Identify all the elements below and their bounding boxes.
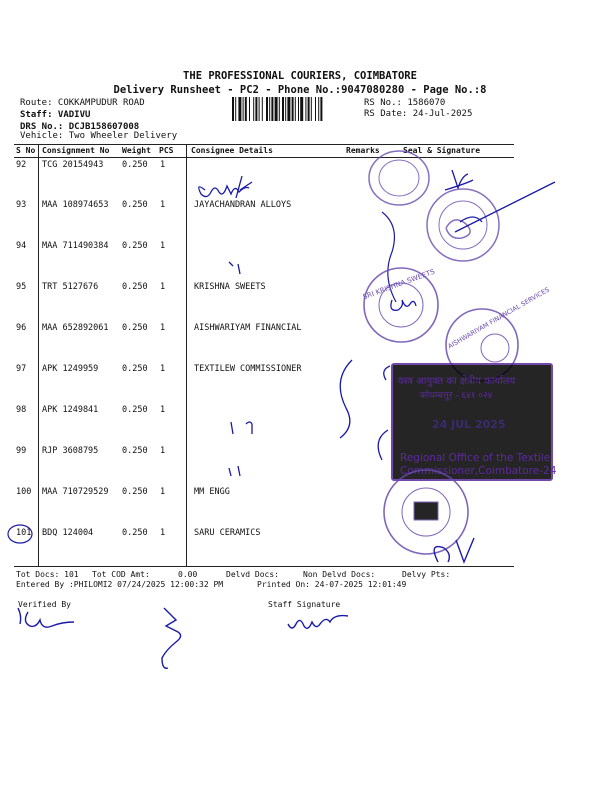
entered-by: Entered By :PHILOMI2 07/24/2025 12:00:32 PM xyxy=(16,580,224,589)
textile-stamp-line3: Regional Office of the Textile xyxy=(400,452,551,464)
row-pcs: 1 xyxy=(160,323,166,333)
row-consignment: TCG 20154943 xyxy=(42,160,104,170)
runsheet-subtitle: Delivery Runsheet - PC2 - Phone No.:9047080280 - Page No.:8 xyxy=(113,84,487,96)
textile-stamp-date: 24 JUL 2025 xyxy=(432,418,506,431)
delvy-pts: Delvy Pts: xyxy=(402,570,451,579)
col-consignee: Consignee Details xyxy=(191,146,273,155)
signature-second xyxy=(162,608,181,668)
row-sno: 97 xyxy=(16,364,27,374)
row-sno: 101 xyxy=(16,528,32,538)
row-consignment: BDQ 124004 xyxy=(42,528,94,538)
row-pcs: 1 xyxy=(160,487,166,497)
circle-mark-101 xyxy=(8,525,32,543)
row-sno: 98 xyxy=(16,405,27,415)
rs-number: RS No.: 1586070 xyxy=(364,98,446,108)
row-consignment: APK 1249959 xyxy=(42,364,99,374)
mark-row-99 xyxy=(229,466,240,476)
signature-textile xyxy=(340,360,390,460)
row-consignment: APK 1249841 xyxy=(42,405,99,415)
row-pcs: 1 xyxy=(160,160,166,170)
round-stamp-top xyxy=(369,151,429,205)
row-pcs: 1 xyxy=(160,528,166,538)
row-sno: 92 xyxy=(16,160,27,170)
printed-on: Printed On: 24-07-2025 12:01:49 xyxy=(257,580,407,589)
aishwariyam-stamp-text: AISHWARIYAM FINANCIAL SERVICES xyxy=(446,285,551,351)
row-weight: 0.250 xyxy=(122,241,148,251)
row-pcs: 1 xyxy=(160,241,166,251)
row-consignment: MAA 108974653 xyxy=(42,200,109,210)
row-sno: 96 xyxy=(16,323,27,333)
row-weight: 0.250 xyxy=(122,528,148,538)
row-sno: 93 xyxy=(16,200,27,210)
verified-by-label: Verified By xyxy=(18,600,71,609)
row-weight: 0.250 xyxy=(122,323,148,333)
tot-cod-label: Tot COD Amt: xyxy=(92,570,150,579)
col-pcs: PCS xyxy=(159,146,174,155)
signature-seal-95 xyxy=(391,300,416,310)
row-weight: 0.250 xyxy=(122,405,148,415)
row-weight: 0.250 xyxy=(122,282,148,292)
row-pcs: 1 xyxy=(160,405,166,415)
row-consignment: TRT 5127676 xyxy=(42,282,99,292)
row-consignment: RJP 3608795 xyxy=(42,446,99,456)
row-sno: 94 xyxy=(16,241,27,251)
row-weight: 0.250 xyxy=(122,364,148,374)
krishna-stamp-text: SRI KRISHNA SWEETS xyxy=(361,267,436,302)
rs-date: RS Date: 24-Jul-2025 xyxy=(364,109,473,119)
signature-row-92 xyxy=(199,176,252,198)
col-weight: Weight xyxy=(122,146,151,155)
signature-seal-101 xyxy=(434,538,474,562)
row-weight: 0.250 xyxy=(122,446,148,456)
row-weight: 0.250 xyxy=(122,487,148,497)
non-delvd-docs: Non Delvd Docs: xyxy=(303,570,376,579)
signature-verified-by xyxy=(18,608,74,627)
company-title: THE PROFESSIONAL COURIERS, COIMBATORE xyxy=(183,70,417,82)
textile-stamp-line2: कोयम्बत्तूर - ६४१ ०२४ xyxy=(420,391,493,401)
row-consignment: MAA 652892061 xyxy=(42,323,109,333)
row-consignment: MAA 711490384 xyxy=(42,241,109,251)
row-sno: 100 xyxy=(16,487,32,497)
vehicle-label: Vehicle: Two Wheeler Delivery xyxy=(20,131,178,141)
row-consignee: TEXTILEW COMMISSIONER xyxy=(194,364,302,374)
signature-staff xyxy=(288,616,348,629)
row-pcs: 1 xyxy=(160,282,166,292)
drs-number: DRS No.: DCJB158607008 xyxy=(20,122,140,132)
textile-stamp-line1: वस्त्र आयुक्त का क्षेत्रीय कार्यालय xyxy=(398,376,516,387)
row-consignee: KRISHNA SWEETS xyxy=(194,282,266,292)
row-consignee: SARU CERAMICS xyxy=(194,528,261,538)
col-sno: S No xyxy=(16,146,36,155)
tot-cod-value: 0.00 xyxy=(178,570,198,579)
row-pcs: 1 xyxy=(160,200,166,210)
row-consignment: MAA 710729529 xyxy=(42,487,109,497)
row-consignee: JAYACHANDRAN ALLOYS xyxy=(194,200,292,210)
row-consignee: MM ENGG xyxy=(194,487,230,497)
row-sno: 95 xyxy=(16,282,27,292)
row-consignee: AISHWARIYAM FINANCIAL xyxy=(194,323,302,333)
round-stamp-93 xyxy=(427,189,499,261)
tot-docs: Tot Docs: 101 xyxy=(16,570,79,579)
row-pcs: 1 xyxy=(160,446,166,456)
round-stamp-100 xyxy=(384,470,468,554)
row-weight: 0.250 xyxy=(122,200,148,210)
staff-signature-label: Staff Signature xyxy=(268,600,341,609)
mark-row-98 xyxy=(231,422,252,434)
row-sno: 99 xyxy=(16,446,27,456)
staff-label: Staff: VADIVU xyxy=(20,110,91,120)
textile-stamp-line4: Commissioner,Coimbatore-24 xyxy=(400,465,557,477)
col-seal: Seal & Signature xyxy=(403,146,481,155)
delvd-docs: Delvd Docs: xyxy=(226,570,279,579)
signature-seal-92 xyxy=(445,170,473,190)
col-remarks: Remarks xyxy=(346,146,380,155)
row-weight: 0.250 xyxy=(122,160,148,170)
col-consignment: Consignment No xyxy=(42,146,110,155)
row-pcs: 1 xyxy=(160,364,166,374)
route-label: Route: COKKAMPUDUR ROAD xyxy=(20,98,145,108)
mark-row-94 xyxy=(229,262,240,274)
